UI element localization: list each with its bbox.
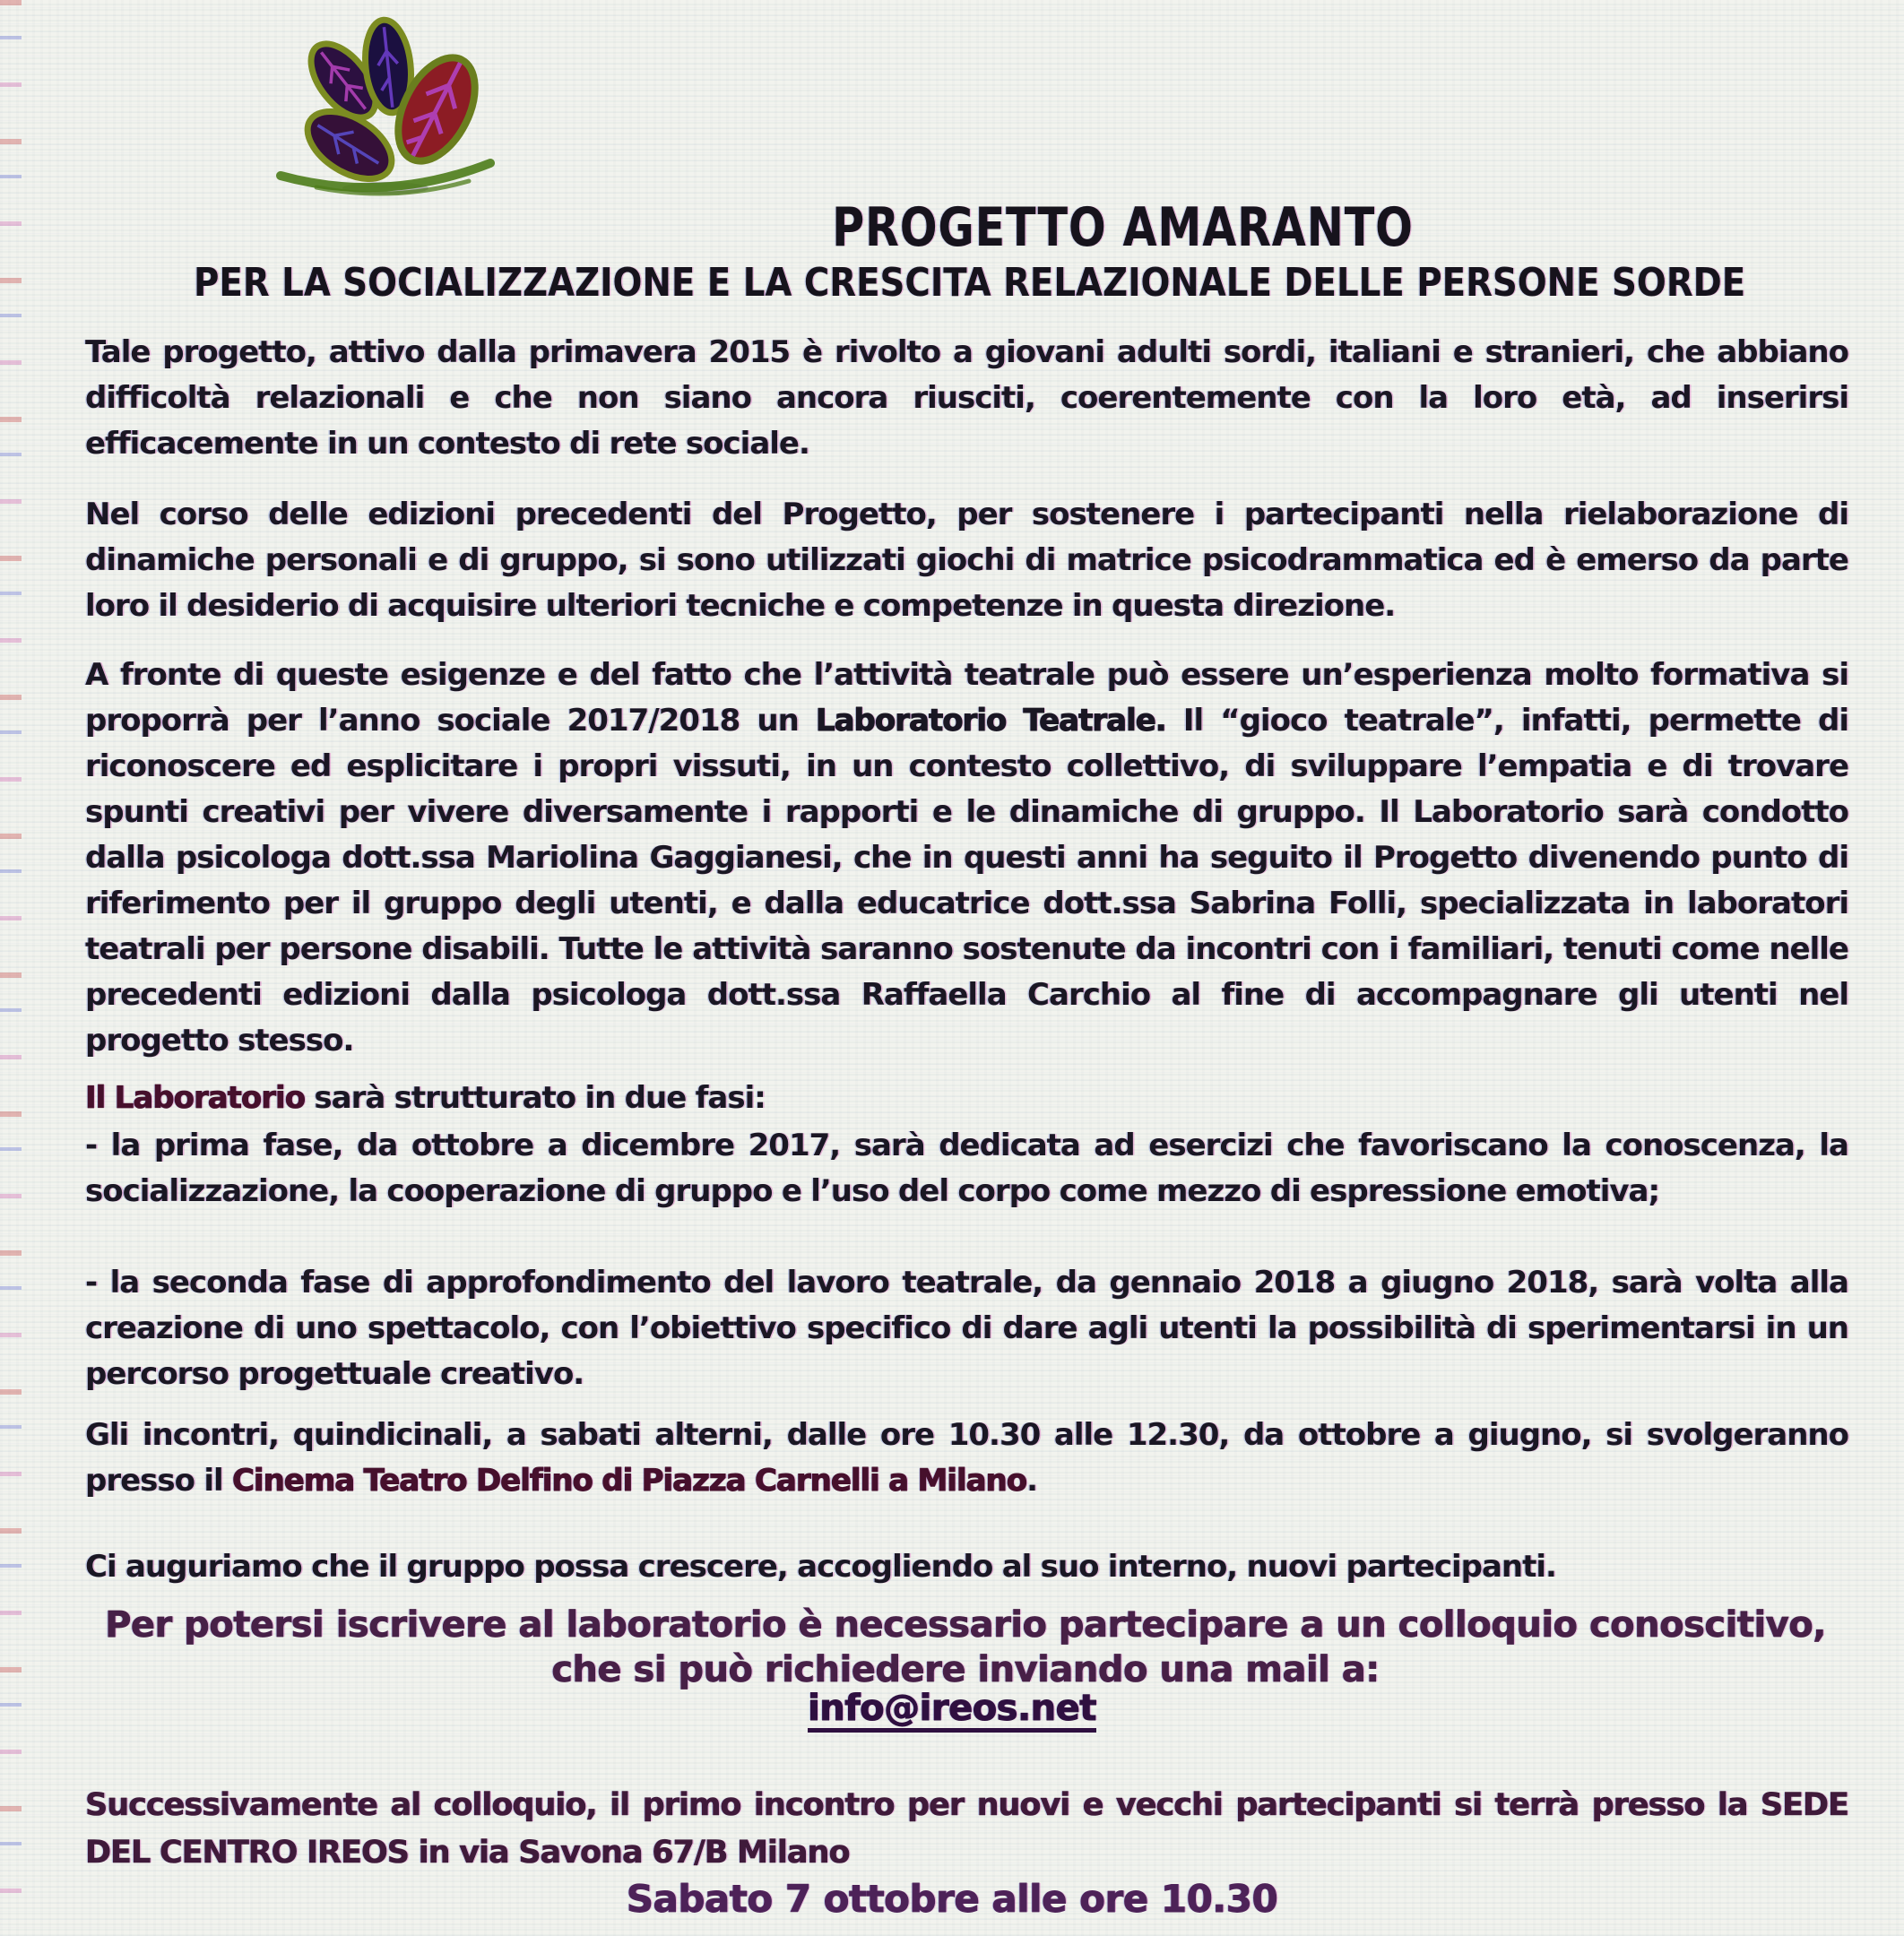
paragraph-run: . bbox=[1026, 1463, 1038, 1499]
page-subtitle bbox=[36, 260, 1904, 306]
paragraph-phase-2: - la seconda fase di approfondimento del lavoro teatrale, da gennaio 2018 a giugno 2018, sarà volta alla creazione di uno spettacolo, con l’obiettivo specifico di dare agli utenti la possibilità di sperimentarsi in un percorso progettuale creativo. bbox=[85, 1265, 1848, 1392]
amaranto-flower-logo bbox=[264, 11, 508, 219]
flower-leaves-illustration bbox=[264, 11, 508, 219]
page-subtitle-text: PER LA SOCIALIZZAZIONE E LA CRESCITA RELAZIONALE DELLE PERSONE SORDE bbox=[194, 260, 1746, 306]
paragraph-run: Gli incontri, quindicinali, a sabati alterni, dalle ore 10.30 alle 12.30, da ottobre a giugno, si svolgeranno presso il bbox=[85, 1417, 1848, 1499]
paragraph-previous-editions: Nel corso delle edizioni precedenti del Progetto, per sostenere i partecipanti nella rielaborazione di dinamiche personali e di gruppo, si sono utilizzati giochi di matrice psicodrammatica ed è emerso da parte loro il desiderio di acquisire ulteriori tecniche e competenze in questa direzione. bbox=[85, 497, 1848, 624]
email-row bbox=[0, 1689, 1904, 1733]
email-link[interactable]: info@ireos.net bbox=[808, 1689, 1096, 1733]
paragraph-laboratorio-teatrale bbox=[85, 653, 1848, 1064]
laboratorio-teatrale-bold: Laboratorio Teatrale. bbox=[815, 703, 1166, 739]
venue-bold: Cinema Teatro Delfino di Piazza Carnelli a Milano bbox=[231, 1463, 1027, 1499]
paragraph-phases-intro bbox=[85, 1076, 1848, 1121]
page-title bbox=[341, 196, 1904, 259]
registration-callout: Per potersi iscrivere al laboratorio è necessario partecipare a un colloquio conoscitivo, che si può richiedere inviando una mail a: bbox=[105, 1604, 1826, 1690]
page-title-text: PROGETTO AMARANTO bbox=[831, 196, 1414, 259]
event-date-line: Sabato 7 ottobre alle ore 10.30 bbox=[626, 1877, 1278, 1921]
paragraph-project-intro: Tale progetto, attivo dalla primavera 2015 è rivolto a giovani adulti sordi, italiani e stranieri, che abbiano difficoltà relazionali e che non siano ancora riusciti, coerentemente con la loro età, ad inserirsi efficacemente in un contesto di rete sociale. bbox=[85, 334, 1848, 462]
paragraph-run: A fronte di queste esigenze e del fatto che l’attività teatrale può essere un’esperienza molto formativa si proporrà per l’anno sociale 2017/2018 un bbox=[85, 657, 1848, 739]
scan-edge-artifacts bbox=[0, 0, 22, 1936]
paragraph-first-meeting: Successivamente al colloquio, il primo incontro per nuovi e vecchi partecipanti si terrà presso la SEDE DEL CENTRO IREOS in via Savona 67/B Milano bbox=[85, 1787, 1848, 1871]
paragraph-run: sarà strutturato in due fasi: bbox=[305, 1080, 766, 1116]
laboratorio-bold: Laboratorio bbox=[114, 1080, 306, 1116]
paragraph-run: Il “gioco teatrale”, infatti, permette di riconoscere ed esplicitare i propri vissuti, in un contesto collettivo, di sviluppare l’empatia e di trovare spunti creativi per vivere diversamente i rapporti e le dinamiche di gruppo. Il Laboratorio sarà condotto dalla psicologa dott.ssa Mariolina Gaggianesi, che in questi anni ha seguito il Progetto divenendo punto di riferimento per il gruppo degli utenti, e dalla educatrice dott.ssa Sabrina Folli, specializzata in laboratori teatrali per persone disabili. Tutte le attività saranno sostenute da incontri con i familiari, tenuti come nelle precedenti edizioni dalla psicologa dott.ssa Raffaella Carchio al fine di accompagnare gli utenti nel progetto stesso. bbox=[85, 703, 1848, 1059]
paragraph-phase-1: - la prima fase, da ottobre a dicembre 2017, sarà dedicata ad esercizi che favoriscano la conoscenza, la socializzazione, la cooperazione di gruppo e l’uso del corpo come mezzo di espressione emotiva; bbox=[85, 1128, 1848, 1209]
paragraph-hope: Ci auguriamo che il gruppo possa crescere, accogliendo al suo interno, nuovi partecipanti. bbox=[85, 1549, 1556, 1585]
paragraph-meetings bbox=[85, 1413, 1848, 1504]
paragraph-run: Il bbox=[85, 1080, 115, 1116]
